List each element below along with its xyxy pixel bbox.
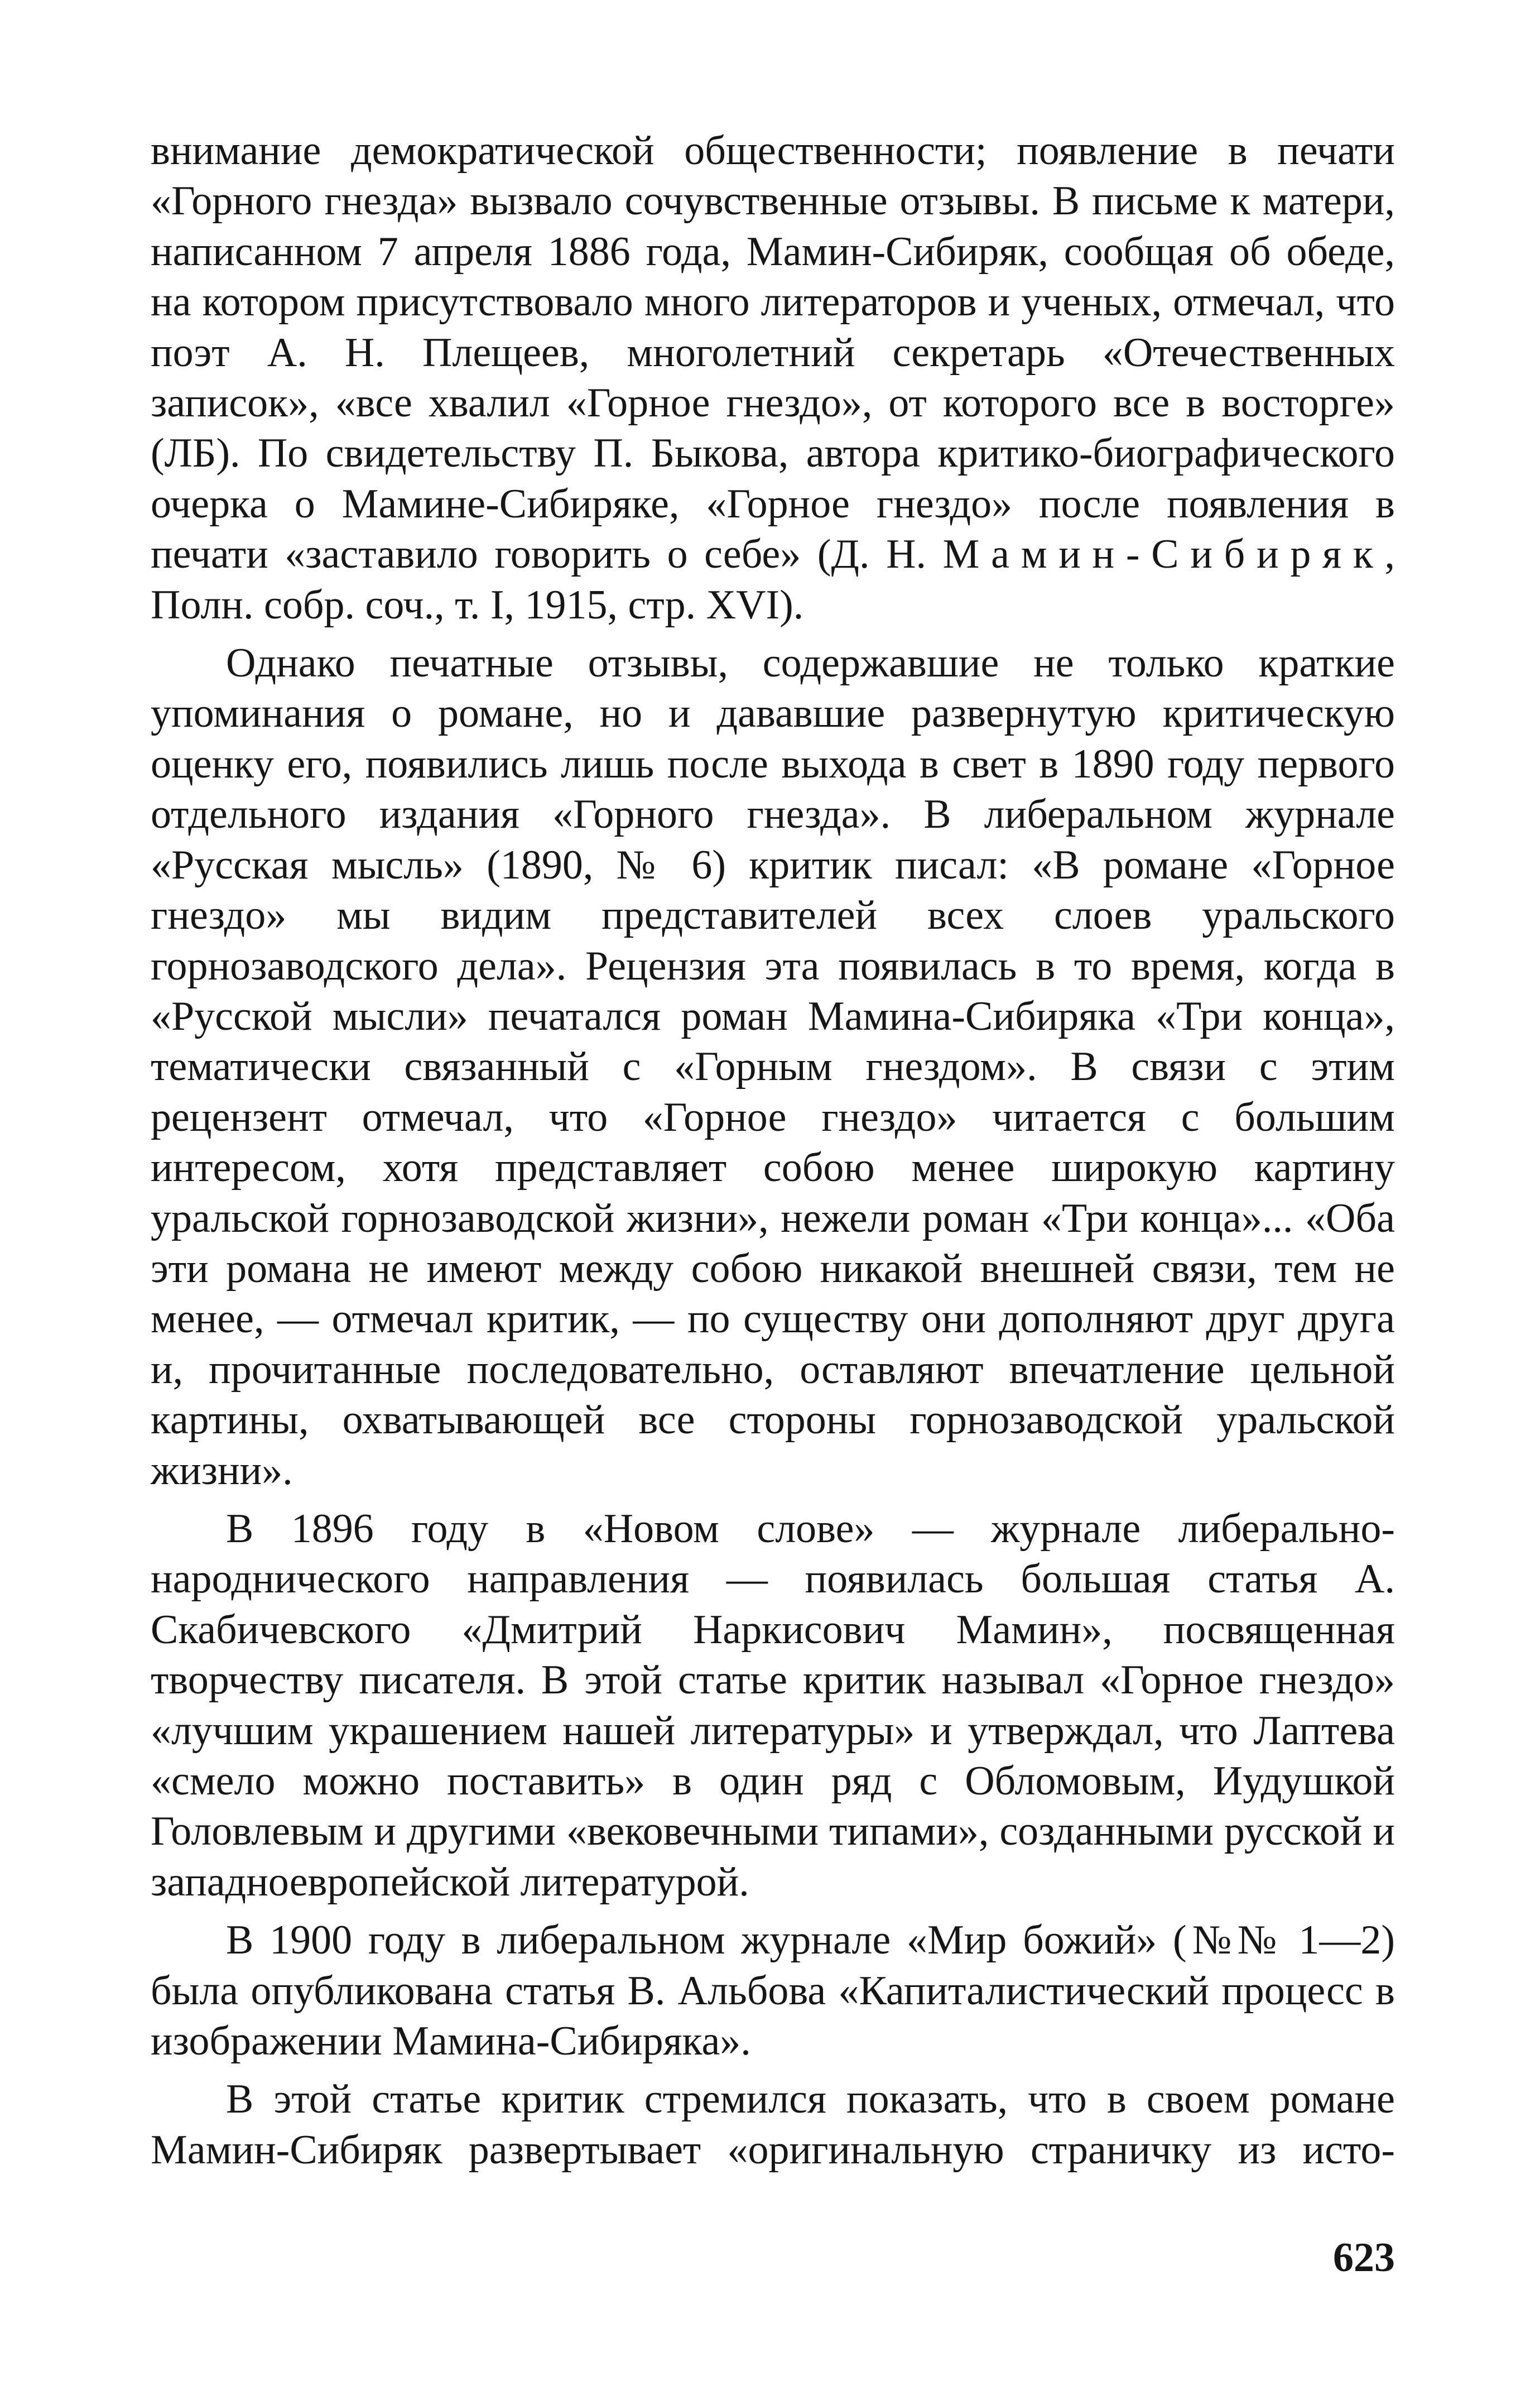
paragraph-4-text: В 1900 году в либеральном журнале «Мир божий» (№№ 1—2) была опубликована статья В. Альбова «Капиталистический процесс в изображении Мамина-Сибиряка». <box>151 1917 1395 2065</box>
paragraph-1-text: внимание демократической общественности; появление в печати «Горного гнезда» вызвало сочувственные отзывы. В письме к матери, написанном 7 апреля 1886 года, Мамин-Сибиряк, сообщая об обеде, на котором присутствовало много литераторов и ученых, отмечал, что поэт А. Н. Плещеев, многолетний секретарь «Отечественных записок», «все хвалил «Горное гнездо», от которого все в восторге» (ЛБ). По свидетельству П. Быкова, автора критико-биографического очерка о Мамине-Сибиряке, «Горное гнездо» после появления в печати «заставило говорить о себе» (Д. Н. <box>151 128 1395 578</box>
paragraph-1-spaced-name: Мамин-Сибиряк <box>942 531 1385 578</box>
paragraph-1-tail: , Полн. собр. соч., т. I, 1915, стр. XVI). <box>151 531 1395 628</box>
paragraph-4 <box>151 1915 1395 2066</box>
page-number: 623 <box>1333 2235 1395 2281</box>
paragraph-5 <box>151 2074 1395 2175</box>
paragraph-2-text: Однако печатные отзывы, содержавшие не только краткие упоминания о романе, но и дававшие развернутую критическую оценку его, появились лишь после выхода в свет в 1890 году первого отдельного издания «Горного гнезда». В либеральном журнале «Русская мысль» (1890, № 6) критик писал: «В романе «Горное гнездо» мы видим представителей всех слоев уральского горнозаводского дела». Рецензия эта появилась в то время, когда в «Русской мысли» печатался роман Мамина-Сибиряка «Три конца», тематически связанный с «Горным гнездом». В связи с этим рецензент отмечал, что «Горное гнездо» читается с большим интересом, хотя представляет собою менее широкую картину уральской горнозаводской жизни», нежели роман «Три конца»... «Оба эти романа не имеют между собою никакой внешней связи, тем не менее, — отмечал критик, — по существу они дополняют друг друга и, прочитанные последовательно, оставляют впечатление цельной картины, охватывающей все стороны горнозаводской уральской жизни». <box>151 640 1395 1494</box>
paragraph-2 <box>151 638 1395 1496</box>
paragraph-5-text: В этой статье критик стремился показать, что в своем романе Мамин-Сибиряк развертывает «оригинальную страничку из исто- <box>151 2076 1395 2173</box>
paragraph-1 <box>151 126 1395 630</box>
paragraph-3 <box>151 1504 1395 1907</box>
page-body <box>151 126 1395 2175</box>
paragraph-3-text: В 1896 году в «Новом слове» — журнале либерально-народнического направления — появилась большая статья А. Скабичевского «Дмитрий Наркисович Мамин», посвященная творчеству писателя. В этой статье критик называл «Горное гнездо» «лучшим украшением нашей литературы» и утверждал, что Лаптева «смело можно поставить» в один ряд с Обломовым, Иудушкой Головлевым и другими «вековечными типами», созданными русской и западноевропейской литературой. <box>151 1505 1395 1905</box>
